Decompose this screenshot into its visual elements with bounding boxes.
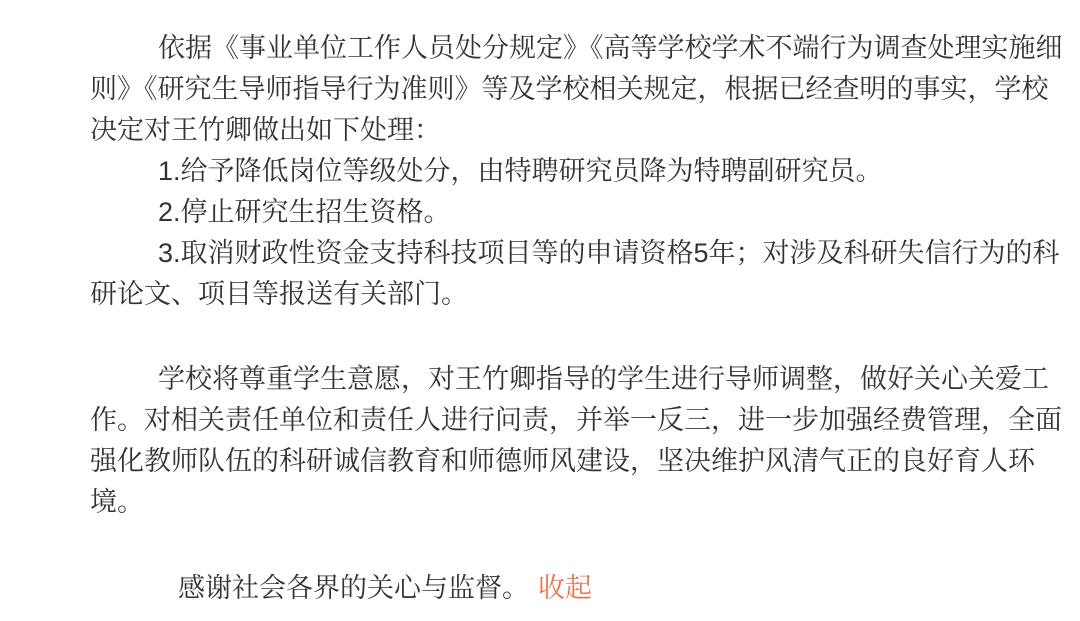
closing-text: 感谢社会各界的关心与监督。 [178, 573, 529, 603]
collapse-link[interactable]: 收起 [538, 573, 592, 603]
intro-paragraph: 依据《事业单位工作人员处分规定》《高等学校学术不端行为调查处理实施细则》《研究生导师指导行为准则》等及学校相关规定，根据已经查明的事实，学校决定对王竹卿做出如下处理： [90, 33, 1063, 145]
followup-paragraph: 学校将尊重学生意愿，对王竹卿指导的学生进行导师调整，做好关心关爱工作。对相关责任单位和责任人进行问责，并举一反三，进一步加强经费管理，全面强化教师队伍的科研诚信教育和师德师风建设，坚决维护风清气正的良好育人环境。 [90, 364, 1062, 517]
announcement-text-block [90, 28, 1068, 609]
decision-item-3: 3.取消财政性资金支持科技项目等的申请资格5年；对涉及科研失信行为的科研论文、项目等报送有关部门。 [90, 238, 1060, 309]
decision-item-2: 2.停止研究生招生资格。 [158, 197, 451, 227]
decision-item-1: 1.给予降低岗位等级处分，由特聘研究员降为特聘副研究员。 [158, 156, 883, 186]
closing-paragraph [90, 568, 1068, 609]
